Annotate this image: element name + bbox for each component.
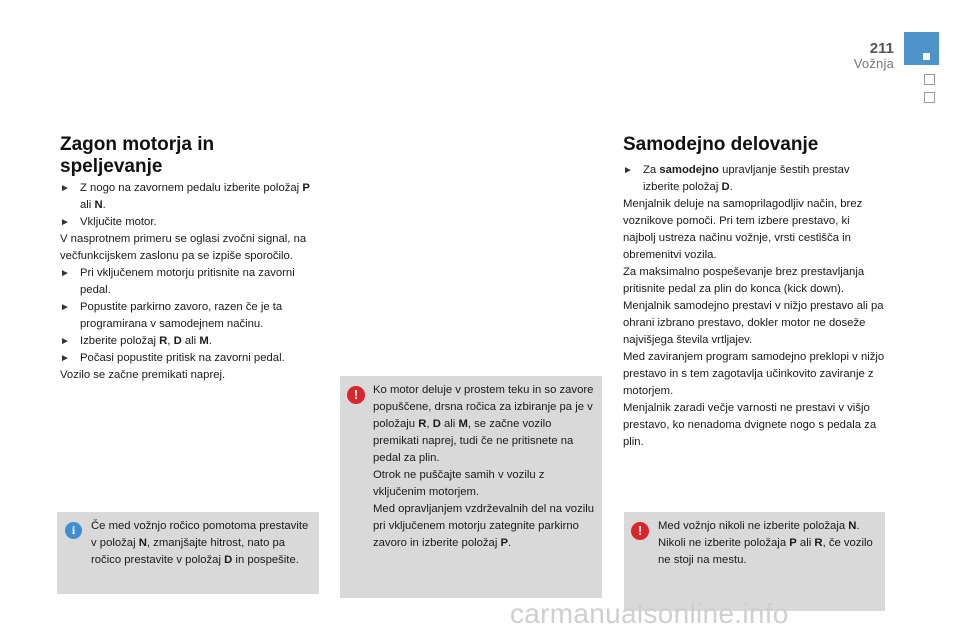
- warning-text-part: . Nikoli ne izberite položaja: [658, 520, 860, 549]
- arrow-bullet-icon: ►: [60, 268, 70, 279]
- info-text-part: , zmanjšajte hitrost, nato pa ročico prestavite v položaj: [91, 537, 286, 566]
- position-d: D: [173, 335, 182, 347]
- position-m: M: [458, 418, 468, 430]
- position-n: N: [138, 537, 147, 549]
- right-column-text: [623, 162, 885, 451]
- position-p: P: [789, 537, 797, 549]
- step-release-parking-brake: [60, 299, 322, 333]
- warning-exclamation-icon: !: [631, 522, 649, 540]
- arrow-bullet-icon: ►: [60, 183, 70, 194]
- warning-text-part: Med vožnjo nikoli ne izberite položaja: [658, 520, 849, 532]
- chapter-tab-active: [904, 32, 939, 65]
- position-d: D: [432, 418, 441, 430]
- step-text: ali: [181, 335, 200, 347]
- warning-paragraph-2: Otrok ne puščajte samih v vozilu z vključenim motorjem.: [373, 469, 545, 498]
- warning-text-part: ali: [440, 418, 459, 430]
- step-text: Popustite parkirno zavoro, razen če je ta programirana v samodejnem načinu.: [80, 301, 283, 330]
- emphasis-automatic: samodejno: [659, 164, 719, 176]
- warning-text-part: ,: [426, 418, 433, 430]
- warning-text: [658, 518, 880, 569]
- position-r: R: [159, 335, 168, 347]
- arrow-bullet-icon: ►: [60, 302, 70, 313]
- step-text: Z nogo na zavornem pedalu izberite položaj: [80, 182, 303, 194]
- step-text: Vključite motor.: [80, 216, 157, 228]
- page-number: 211: [869, 40, 894, 57]
- paragraph-signal: V nasprotnem primeru se oglasi zvočni signal, na večfunkcijskem zaslonu pa se izpiše sporočilo.: [60, 233, 307, 262]
- chapter-tab-marker: [923, 53, 930, 60]
- info-text: [91, 518, 313, 569]
- step-text: ali: [80, 199, 95, 211]
- chapter-tab-empty-2: [924, 92, 935, 103]
- warning-text-part: ali: [796, 537, 815, 549]
- info-text-part: in pospešite.: [232, 554, 299, 566]
- position-p: P: [302, 182, 310, 194]
- paragraph-vehicle-moves: Vozilo se začne premikati naprej.: [60, 369, 226, 381]
- info-text-part: Če med vožnjo ročico pomotoma prestavite v položaj: [91, 520, 309, 549]
- warning-text-part: Med opravljanjem vzdrževalnih del na vozilu pri vključenem motorju zategnite parkirno zavoro in izberite položaj: [373, 503, 595, 549]
- paragraph-engine-braking: Med zaviranjem program samodejno preklopi v nižjo prestavo in s tem zagotavlja učinkovito zaviranje z motorjem.: [623, 351, 885, 397]
- warning-box-creep: [340, 376, 602, 598]
- arrow-bullet-icon: ►: [623, 165, 633, 176]
- step-text: .: [208, 335, 212, 347]
- warning-text-part: Ko motor deluje v prostem teku in so zavore popuščene, drsna ročica za izbiranje pa je v položaju: [373, 384, 594, 430]
- position-m: M: [199, 335, 209, 347]
- position-n: N: [94, 199, 103, 211]
- step-select-r-d-m: [60, 333, 322, 350]
- step-text: ,: [167, 335, 174, 347]
- left-column-text: [60, 180, 322, 384]
- paragraph-adaptive: Menjalnik deluje na samoprilagodljiv način, brez voznikove pomoči. Pri tem izbere prestavo, ki najbolj ustreza načinu vožnje, vrsti cestišča in obremenitvi vozila.: [623, 198, 863, 261]
- step-start-engine: [60, 214, 322, 231]
- section-heading-engine-start: [60, 134, 320, 178]
- step-select-d: [623, 162, 885, 196]
- info-icon: i: [65, 522, 82, 539]
- position-d: D: [224, 554, 233, 566]
- warning-text: [373, 382, 595, 552]
- arrow-bullet-icon: ►: [60, 336, 70, 347]
- section-heading-automatic: Samodejno delovanje: [623, 134, 819, 155]
- warning-text-part: , se začne vozilo premikati naprej, tudi če ne pritisnete na pedal za plin.: [373, 418, 574, 464]
- position-r: R: [418, 418, 427, 430]
- step-press-brake: [60, 265, 322, 299]
- position-d: D: [721, 181, 730, 193]
- heading-line-2: speljevanje: [60, 156, 163, 177]
- paragraph-kickdown: Za maksimalno pospeševanje brez prestavljanja pritisnite pedal za plin do konca (kick down). Menjalnik samodejno prestavi v nižjo prestavo ali pa ohrani izbrano prestavo, dokler motor ne doseže najvišjega števila vrtljajev.: [623, 266, 884, 346]
- step-text: upravljanje šestih prestav izberite položaj: [643, 164, 850, 193]
- step-text: .: [102, 199, 106, 211]
- step-text: Izberite položaj: [80, 335, 160, 347]
- chapter-title: Vožnja: [853, 56, 894, 71]
- position-r: R: [814, 537, 823, 549]
- arrow-bullet-icon: ►: [60, 353, 70, 364]
- heading-line-1: Zagon motorja in: [60, 134, 215, 155]
- warning-paragraph-3: [373, 501, 595, 552]
- paragraph-safety: Menjalnik zaradi večje varnosti ne prestavi v višjo prestavo, ko nenadoma dvignete nogo s pedala za plin.: [623, 402, 877, 448]
- chapter-tab-empty-1: [924, 74, 935, 85]
- step-select-p-or-n: [60, 180, 322, 214]
- position-n: N: [848, 520, 857, 532]
- info-box-neutral: [57, 512, 319, 594]
- warning-box-neutral: [624, 512, 885, 611]
- warning-text-part: , če vozilo ne stoji na mestu.: [658, 537, 873, 566]
- arrow-bullet-icon: ►: [60, 217, 70, 228]
- watermark: carmanualsonline.info: [510, 598, 789, 629]
- step-text: .: [729, 181, 733, 193]
- step-text: Počasi popustite pritisk na zavorni pedal.: [80, 352, 285, 364]
- step-text: Za: [643, 164, 660, 176]
- warning-text-part: .: [508, 537, 512, 549]
- position-p: P: [500, 537, 509, 549]
- step-text: Pri vključenem motorju pritisnite na zavorni pedal.: [80, 267, 295, 296]
- warning-exclamation-icon: !: [347, 386, 365, 404]
- warning-paragraph-1: [373, 382, 595, 467]
- step-release-brake: [60, 350, 322, 367]
